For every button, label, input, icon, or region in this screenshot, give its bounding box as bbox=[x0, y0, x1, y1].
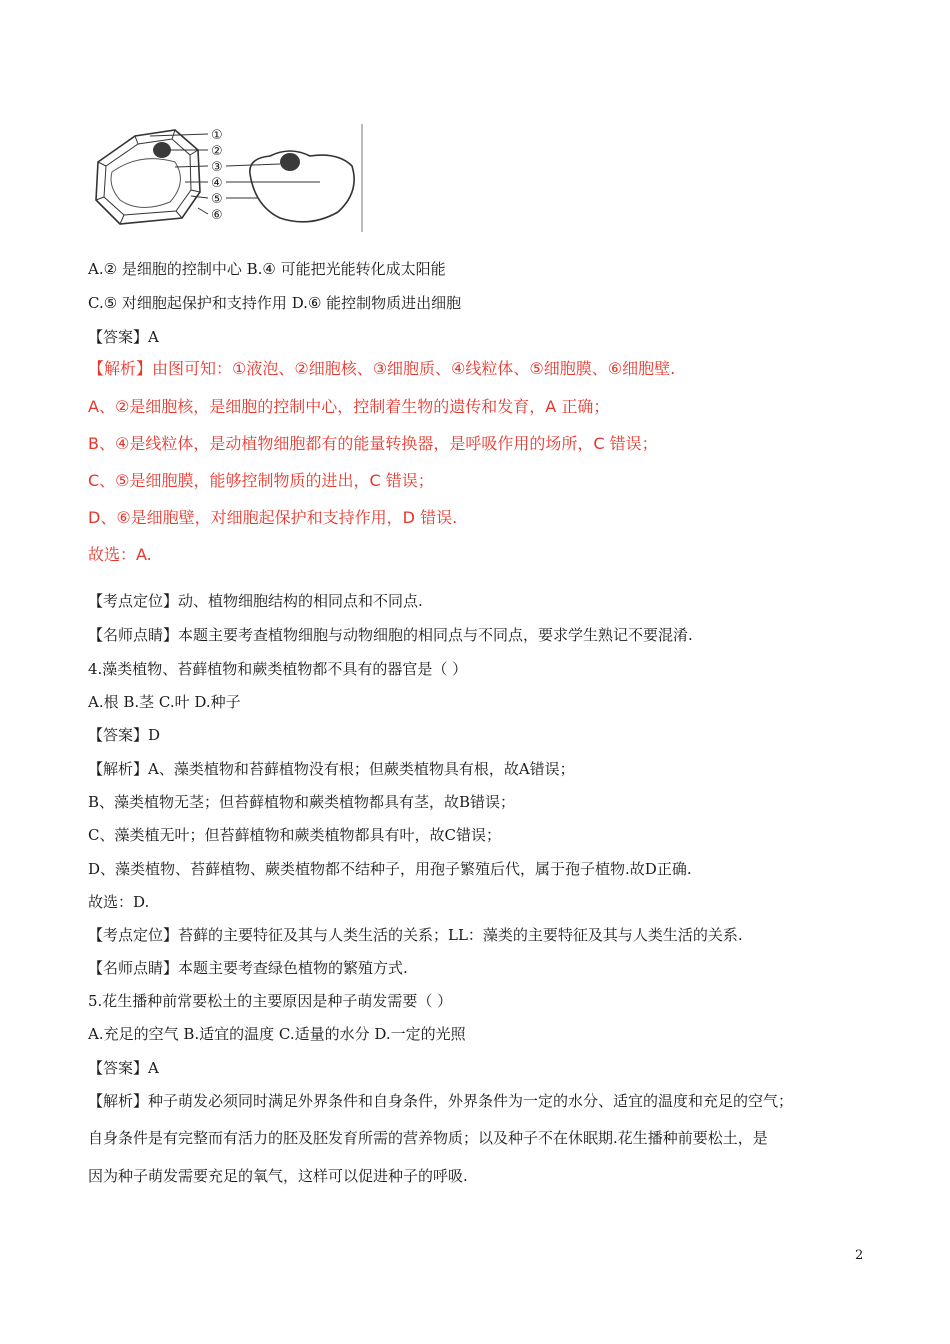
q4-knowledge-point: 【考点定位】苔藓的主要特征及其与人类生活的关系；LL：藻类的主要特征及其与人类生活的关系. bbox=[88, 926, 743, 944]
q4-teacher-note: 【名师点睛】本题主要考查绿色植物的繁殖方式. bbox=[88, 959, 408, 977]
q3-analysis-c: C、⑤是细胞膜，能够控制物质的进出，C 错误； bbox=[88, 471, 434, 490]
diagram-label-4: ④ bbox=[211, 176, 223, 191]
diagram-label-2: ② bbox=[211, 144, 223, 159]
q4-answer: 【答案】D bbox=[88, 726, 161, 744]
q3-knowledge-point: 【考点定位】动、植物细胞结构的相同点和不同点. bbox=[88, 592, 423, 610]
diagram-label-6: ⑥ bbox=[211, 208, 223, 223]
q3-teacher-note: 【名师点睛】本题主要考查植物细胞与动物细胞的相同点与不同点，要求学生熟记不要混淆. bbox=[88, 626, 693, 644]
q5-analysis-2: 自身条件是有完整而有活力的胚及胚发育所需的营养物质；以及种子不在休眠期.花生播种前要松土，是 bbox=[88, 1129, 768, 1147]
cell-diagram bbox=[90, 122, 365, 234]
q3-answer: 【答案】A bbox=[88, 328, 159, 346]
q4-options: A.根 B.茎 C.叶 D.种子 bbox=[88, 693, 241, 711]
plant-cell-illustration bbox=[96, 130, 200, 224]
diagram-label-5: ⑤ bbox=[211, 192, 223, 207]
q3-options-ab: A.② 是细胞的控制中心 B.④ 可能把光能转化成太阳能 bbox=[88, 260, 446, 278]
label-leader-lines bbox=[150, 134, 320, 214]
q3-analysis-intro: 【解析】由图可知：①液泡、②细胞核、③细胞质、④线粒体、⑤细胞膜、⑥细胞壁. bbox=[88, 359, 676, 378]
q4-analysis-a: 【解析】A、藻类植物和苔藓植物没有根；但蕨类植物具有根，故A错误； bbox=[88, 760, 575, 778]
q4-analysis-c: C、藻类植无叶；但苔藓植物和蕨类植物都具有叶，故C错误； bbox=[88, 826, 501, 844]
q5-question: 5.花生播种前常要松土的主要原因是种子萌发需要（ ） bbox=[88, 992, 453, 1010]
q4-choice: 故选：D. bbox=[88, 893, 150, 911]
animal-cell-nucleus bbox=[280, 153, 300, 171]
animal-cell-illustration bbox=[250, 151, 354, 222]
q3-options-cd: C.⑤ 对细胞起保护和支持作用 D.⑥ 能控制物质进出细胞 bbox=[88, 294, 462, 312]
q4-question: 4.藻类植物、苔藓植物和蕨类植物都不具有的器官是（ ） bbox=[88, 660, 468, 678]
q4-analysis-d: D、藻类植物、苔藓植物、蕨类植物都不结种子，用孢子繁殖后代，属于孢子植物.故D正确. bbox=[88, 860, 692, 878]
q4-analysis-b: B、藻类植物无茎；但苔藓植物和蕨类植物都具有茎，故B错误； bbox=[88, 793, 516, 811]
q5-answer: 【答案】A bbox=[88, 1059, 159, 1077]
q5-options: A.充足的空气 B.适宜的温度 C.适量的水分 D.一定的光照 bbox=[88, 1025, 466, 1043]
page-number: 2 bbox=[855, 1248, 864, 1263]
q5-analysis-1: 【解析】种子萌发必须同时满足外界条件和自身条件，外界条件为一定的水分、适宜的温度和充足的空气； bbox=[88, 1092, 794, 1110]
q3-analysis-b: B、④是线粒体，是动植物细胞都有的能量转换器，是呼吸作用的场所，C 错误； bbox=[88, 434, 658, 453]
q5-analysis-3: 因为种子萌发需要充足的氧气，这样可以促进种子的呼吸. bbox=[88, 1167, 468, 1185]
diagram-label-3: ③ bbox=[211, 160, 223, 175]
q3-analysis-a: A、②是细胞核，是细胞的控制中心，控制着生物的遗传和发育，A 正确； bbox=[88, 397, 610, 416]
diagram-label-1: ① bbox=[211, 128, 223, 143]
q3-choice: 故选：A. bbox=[88, 545, 152, 564]
q3-analysis-d: D、⑥是细胞壁，对细胞起保护和支持作用，D 错误. bbox=[88, 508, 458, 527]
